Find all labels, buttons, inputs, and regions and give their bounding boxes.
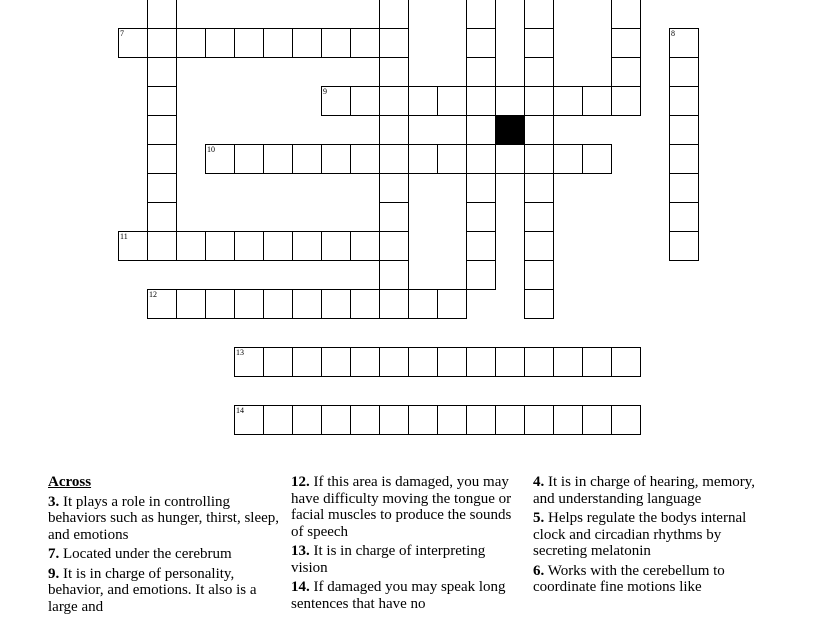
grid-cell[interactable] [466, 86, 496, 116]
clue-across-14 [291, 579, 516, 612]
grid-cell[interactable] [466, 28, 496, 58]
clue-down-4 [533, 474, 763, 507]
grid-cell[interactable] [263, 289, 293, 319]
across-heading: Across [48, 474, 92, 490]
grid-cell[interactable] [234, 28, 264, 58]
black-square [495, 115, 525, 145]
clue-number: 5. [533, 510, 545, 526]
grid-cell[interactable] [147, 86, 177, 116]
grid-cell[interactable] [350, 144, 380, 174]
grid-cell[interactable] [524, 0, 554, 29]
clue-text: Helps regulate the bodys internal clock and circadian rhythms by secreting melatonin [533, 510, 747, 559]
grid-cell[interactable] [466, 57, 496, 87]
grid-cell[interactable] [437, 405, 467, 435]
clue-across-9 [48, 566, 280, 616]
clue-number: 12. [291, 474, 310, 490]
grid-cell[interactable] [379, 144, 409, 174]
grid-cell[interactable] [205, 144, 235, 174]
clue-number-label: 8 [671, 29, 675, 38]
grid-cell[interactable] [379, 289, 409, 319]
grid-cell[interactable] [263, 405, 293, 435]
clue-number-label: 12 [149, 290, 157, 299]
grid-cell[interactable] [234, 289, 264, 319]
grid-cell[interactable] [524, 347, 554, 377]
grid-cell[interactable] [408, 347, 438, 377]
clue-text: If this area is damaged, you may have difficulty moving the tongue or facial muscles to produce the sounds of speech [291, 474, 512, 540]
grid-cell[interactable] [350, 289, 380, 319]
clue-text: It is in charge of interpreting vision [291, 543, 486, 576]
grid-cell[interactable] [350, 28, 380, 58]
grid-cell[interactable] [379, 28, 409, 58]
clue-text: It is in charge of hearing, memory, and understanding language [533, 474, 756, 507]
clue-down-6 [533, 563, 763, 596]
grid-cell[interactable] [582, 86, 612, 116]
grid-cell[interactable] [321, 86, 351, 116]
grid-cell[interactable] [524, 173, 554, 203]
grid-cell[interactable] [553, 86, 583, 116]
grid-cell[interactable] [611, 347, 641, 377]
clue-number-label: 9 [323, 87, 327, 96]
grid-cell[interactable] [669, 28, 699, 58]
grid-cell[interactable] [524, 115, 554, 145]
clue-number: 9. [48, 565, 60, 582]
clue-number: 6. [533, 562, 545, 579]
grid-cell[interactable] [553, 144, 583, 174]
grid-cell[interactable] [350, 347, 380, 377]
grid-cell[interactable] [524, 86, 554, 116]
grid-cell[interactable] [379, 202, 409, 232]
grid-cell[interactable] [553, 405, 583, 435]
grid-cell[interactable] [524, 144, 554, 174]
grid-cell[interactable] [147, 173, 177, 203]
grid-cell[interactable] [437, 347, 467, 377]
grid-cell[interactable] [466, 231, 496, 261]
grid-cell[interactable] [524, 405, 554, 435]
clue-text: It is in charge of personality, behavior, and emotions. It also is a large and [48, 565, 257, 615]
grid-cell[interactable] [147, 144, 177, 174]
grid-cell[interactable] [379, 173, 409, 203]
grid-cell[interactable] [321, 144, 351, 174]
grid-cell[interactable] [176, 231, 206, 261]
grid-cell[interactable] [379, 231, 409, 261]
grid-cell[interactable] [408, 86, 438, 116]
grid-cell[interactable] [669, 86, 699, 116]
grid-cell[interactable] [524, 260, 554, 290]
grid-cell[interactable] [669, 173, 699, 203]
clue-across-3 [48, 494, 280, 544]
grid-cell[interactable] [321, 405, 351, 435]
grid-cell[interactable] [205, 289, 235, 319]
grid-cell[interactable] [611, 405, 641, 435]
clues-column-3 [533, 474, 763, 599]
grid-cell[interactable] [321, 289, 351, 319]
grid-cell[interactable] [379, 260, 409, 290]
clue-number-label: 13 [236, 348, 244, 357]
grid-cell[interactable] [147, 57, 177, 87]
grid-cell[interactable] [350, 86, 380, 116]
grid-cell[interactable] [466, 260, 496, 290]
grid-cell[interactable] [205, 231, 235, 261]
grid-cell[interactable] [669, 115, 699, 145]
clue-number: 4. [533, 474, 545, 490]
grid-cell[interactable] [350, 231, 380, 261]
grid-cell[interactable] [495, 405, 525, 435]
clue-number-label: 10 [207, 145, 215, 154]
grid-cell[interactable] [466, 173, 496, 203]
grid-cell[interactable] [408, 144, 438, 174]
clue-number: 13. [291, 543, 310, 559]
grid-cell[interactable] [234, 231, 264, 261]
clue-number: 7. [48, 546, 60, 562]
grid-cell[interactable] [611, 28, 641, 58]
grid-cell[interactable] [669, 57, 699, 87]
clue-number-label: 7 [120, 29, 124, 38]
grid-cell[interactable] [669, 231, 699, 261]
grid-cell[interactable] [263, 144, 293, 174]
grid-cell[interactable] [292, 231, 322, 261]
grid-cell[interactable] [292, 289, 322, 319]
clue-text: If damaged you may speak long sentences that have no [291, 579, 506, 612]
grid-cell[interactable] [553, 347, 583, 377]
grid-cell[interactable] [379, 0, 409, 29]
grid-cell[interactable] [292, 347, 322, 377]
grid-cell[interactable] [176, 289, 206, 319]
grid-cell[interactable] [466, 347, 496, 377]
grid-cell[interactable] [466, 0, 496, 29]
grid-cell[interactable] [524, 28, 554, 58]
grid-cell[interactable] [524, 202, 554, 232]
grid-cell[interactable] [234, 347, 264, 377]
grid-cell[interactable] [408, 405, 438, 435]
grid-cell[interactable] [379, 405, 409, 435]
grid-cell[interactable] [321, 28, 351, 58]
grid-cell[interactable] [495, 144, 525, 174]
clue-number-label: 11 [120, 232, 128, 241]
grid-cell[interactable] [263, 231, 293, 261]
grid-cell[interactable] [292, 405, 322, 435]
grid-cell[interactable] [669, 144, 699, 174]
grid-cell[interactable] [495, 86, 525, 116]
clue-across-12 [291, 474, 516, 540]
clue-text: Works with the cerebellum to coordinate fine motions like [533, 562, 725, 595]
grid-cell[interactable] [147, 231, 177, 261]
grid-cell[interactable] [466, 115, 496, 145]
grid-cell[interactable] [321, 231, 351, 261]
clues-column-1 [48, 474, 280, 618]
grid-cell[interactable] [669, 202, 699, 232]
grid-cell[interactable] [582, 405, 612, 435]
grid-cell[interactable] [611, 57, 641, 87]
grid-cell[interactable] [147, 0, 177, 29]
grid-cell[interactable] [437, 86, 467, 116]
grid-cell[interactable] [466, 405, 496, 435]
grid-cell[interactable] [147, 289, 177, 319]
clue-across-13 [291, 543, 516, 576]
grid-cell[interactable] [437, 289, 467, 319]
grid-cell[interactable] [292, 144, 322, 174]
grid-cell[interactable] [292, 28, 322, 58]
clue-number-label: 14 [236, 406, 244, 415]
grid-cell[interactable] [437, 144, 467, 174]
clue-number: 3. [48, 493, 60, 510]
clue-number: 14. [291, 579, 310, 595]
clue-text: Located under the cerebrum [63, 546, 232, 562]
grid-cell[interactable] [321, 347, 351, 377]
grid-cell[interactable] [379, 115, 409, 145]
grid-cell[interactable] [147, 115, 177, 145]
grid-cell[interactable] [350, 405, 380, 435]
grid-cell[interactable] [582, 347, 612, 377]
grid-cell[interactable] [147, 202, 177, 232]
grid-cell[interactable] [524, 231, 554, 261]
grid-cell[interactable] [466, 144, 496, 174]
grid-cell[interactable] [524, 289, 554, 319]
grid-cell[interactable] [118, 28, 148, 58]
grid-cell[interactable] [408, 289, 438, 319]
grid-cell[interactable] [147, 28, 177, 58]
grid-cell[interactable] [234, 405, 264, 435]
grid-cell[interactable] [524, 57, 554, 87]
grid-cell[interactable] [234, 144, 264, 174]
clue-down-5 [533, 510, 763, 560]
grid-cell[interactable] [611, 0, 641, 29]
grid-cell[interactable] [379, 57, 409, 87]
clue-across-7 [48, 546, 280, 563]
grid-cell[interactable] [611, 86, 641, 116]
grid-cell[interactable] [176, 28, 206, 58]
grid-cell[interactable] [263, 28, 293, 58]
grid-cell[interactable] [582, 144, 612, 174]
grid-cell[interactable] [466, 202, 496, 232]
grid-cell[interactable] [495, 347, 525, 377]
grid-cell[interactable] [263, 347, 293, 377]
grid-cell[interactable] [205, 28, 235, 58]
grid-cell[interactable] [118, 231, 148, 261]
grid-cell[interactable] [379, 86, 409, 116]
clues-column-2 [291, 474, 516, 615]
clue-text: It plays a role in controlling behaviors such as hunger, thirst, sleep, and emotions [48, 493, 280, 543]
grid-cell[interactable] [379, 347, 409, 377]
